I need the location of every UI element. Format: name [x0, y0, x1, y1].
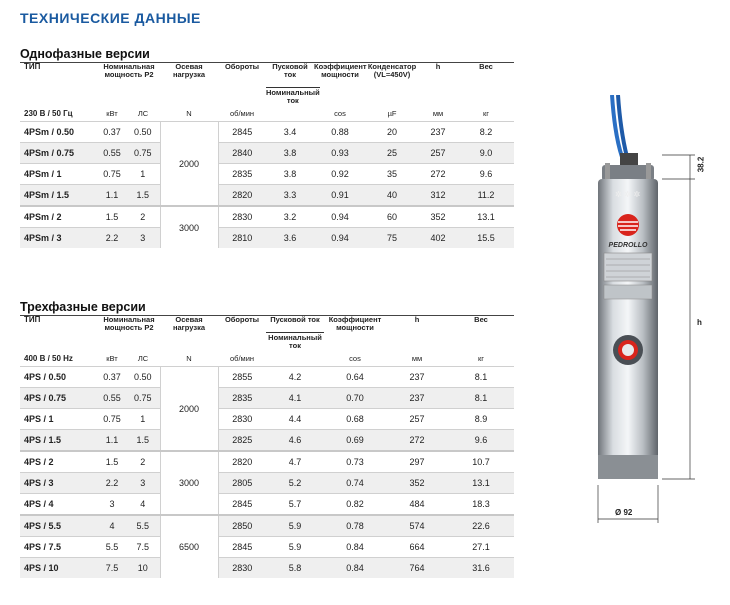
cell-axial: 2000: [160, 367, 218, 452]
cell-hp: 1.5: [126, 185, 160, 207]
cell-weight: 9.0: [458, 143, 514, 164]
cell-start-current: 3.3: [266, 185, 314, 207]
cell-speed: 2845: [218, 122, 266, 143]
cell-kw: 2.2: [98, 473, 126, 494]
cell-kw: 7.5: [98, 558, 126, 579]
cell-weight: 13.1: [448, 473, 514, 494]
svg-text:✲ ✲ ✲: ✲ ✲ ✲: [615, 190, 641, 199]
cell-h: 237: [418, 122, 458, 143]
cell-hp: 10: [126, 558, 160, 579]
cell-power-factor: 0.74: [324, 473, 386, 494]
cable-icon: [612, 95, 627, 157]
cell-axial: 3000: [160, 451, 218, 515]
cell-h: 257: [386, 409, 448, 430]
cell-power-factor: 0.84: [324, 558, 386, 579]
col-power: Номинальная мощность P2: [98, 316, 160, 351]
cell-type: 4PS / 0.50: [20, 367, 98, 388]
cell-speed: 2845: [218, 537, 266, 558]
cell-capacitor: 40: [366, 185, 418, 207]
col-current: [266, 316, 324, 351]
unit-h: мм: [411, 353, 423, 363]
col-type: ТИП: [20, 316, 98, 351]
unit-weight: кг: [478, 353, 485, 363]
col-axial: Осевая нагрузка: [160, 316, 218, 351]
brand-label: PEDROLLO: [608, 242, 648, 249]
unit-cos: cos: [349, 353, 361, 363]
table-row: [20, 409, 514, 430]
table-row: [20, 473, 514, 494]
cell-weight: 11.2: [458, 185, 514, 207]
cell-power-factor: 0.92: [314, 164, 366, 185]
cell-hp: 2: [126, 451, 160, 473]
col-axial: Осевая нагрузка: [160, 63, 218, 106]
cell-start-current: 5.9: [266, 537, 324, 558]
cell-power-factor: 0.82: [324, 494, 386, 516]
cell-kw: 2.2: [98, 228, 126, 249]
three-phase-table: [20, 315, 514, 578]
cell-start-current: 4.7: [266, 451, 324, 473]
table-row: [20, 206, 514, 228]
cell-power-factor: 0.69: [324, 430, 386, 452]
cell-power-factor: 0.70: [324, 388, 386, 409]
cell-speed: 2850: [218, 515, 266, 537]
table-row: [20, 558, 514, 579]
cell-h: 257: [418, 143, 458, 164]
col-nominal-current: Номинальный ток: [266, 88, 320, 105]
col-power: Номинальная мощность P2: [98, 63, 160, 106]
table-row: [20, 185, 514, 207]
table-row: [20, 388, 514, 409]
cell-power-factor: 0.68: [324, 409, 386, 430]
cell-weight: 10.7: [448, 451, 514, 473]
unit-axial: N: [186, 108, 192, 118]
cell-hp: 1: [126, 409, 160, 430]
single-phase-rows: [20, 122, 514, 249]
col-power-factor: Коэффициент мощности: [324, 316, 386, 351]
cell-h: 272: [386, 430, 448, 452]
cell-power-factor: 0.94: [314, 228, 366, 249]
cell-start-current: 5.9: [266, 515, 324, 537]
cell-type: 4PSm / 0.50: [20, 122, 98, 143]
cell-speed: 2830: [218, 206, 266, 228]
cell-type: 4PS / 10: [20, 558, 98, 579]
col-capacitor: Конденсатор (VL=450V): [366, 63, 418, 106]
cell-type: 4PS / 5.5: [20, 515, 98, 537]
col-type: ТИП: [20, 63, 98, 106]
table-row: [20, 367, 514, 388]
unit-speed: об/мин: [229, 353, 255, 363]
cell-weight: 8.2: [458, 122, 514, 143]
cell-weight: 22.6: [448, 515, 514, 537]
col-start-current: Пусковой ток: [272, 62, 308, 79]
cell-weight: 9.6: [448, 430, 514, 452]
cell-h: 352: [386, 473, 448, 494]
cell-axial: 3000: [160, 206, 218, 248]
cell-axial: 2000: [160, 122, 218, 207]
cell-h: 402: [418, 228, 458, 249]
cell-hp: 4: [126, 494, 160, 516]
cell-type: 4PSm / 3: [20, 228, 98, 249]
cell-weight: 9.6: [458, 164, 514, 185]
dim-top: 38.2: [696, 156, 706, 173]
cell-hp: 3: [126, 473, 160, 494]
unit-axial: N: [186, 353, 192, 363]
cell-start-current: 3.2: [266, 206, 314, 228]
unit-hp: ЛС: [137, 108, 149, 118]
cell-weight: 8.1: [448, 388, 514, 409]
col-current: [266, 62, 320, 106]
cell-start-current: 5.8: [266, 558, 324, 579]
unit-voltage: 230 В / 50 Гц: [24, 108, 73, 118]
table-row: [20, 537, 514, 558]
cell-capacitor: 75: [366, 228, 418, 249]
three-phase-heading: Трехфазные версии: [20, 300, 146, 314]
cell-speed: 2830: [218, 409, 266, 430]
table-row: [20, 164, 514, 185]
col-h: h: [386, 316, 448, 351]
cell-speed: 2830: [218, 558, 266, 579]
cell-power-factor: 0.93: [314, 143, 366, 164]
cell-weight: 31.6: [448, 558, 514, 579]
cell-start-current: 5.7: [266, 494, 324, 516]
unit-kw: кВт: [106, 353, 118, 363]
cell-hp: 3: [126, 228, 160, 249]
cell-start-current: 5.2: [266, 473, 324, 494]
col-power-factor: Коэффициент мощности: [314, 63, 366, 106]
cell-speed: 2825: [218, 430, 266, 452]
col-speed: Обороты: [218, 63, 266, 106]
cell-speed: 2845: [218, 494, 266, 516]
cell-hp: 0.50: [126, 367, 160, 388]
col-speed: Обороты: [218, 316, 266, 351]
cell-start-current: 4.6: [266, 430, 324, 452]
cell-h: 664: [386, 537, 448, 558]
cell-h: 237: [386, 367, 448, 388]
cell-power-factor: 0.64: [324, 367, 386, 388]
col-weight: Вес: [458, 63, 514, 106]
cell-h: 237: [386, 388, 448, 409]
dim-height: h: [697, 318, 702, 327]
cell-kw: 0.55: [98, 388, 126, 409]
cell-kw: 1.1: [98, 185, 126, 207]
cell-kw: 0.37: [98, 367, 126, 388]
cell-weight: 13.1: [458, 206, 514, 228]
single-phase-table: [20, 62, 514, 248]
cell-weight: 8.9: [448, 409, 514, 430]
cell-capacitor: 35: [366, 164, 418, 185]
unit-cap: µF: [387, 108, 397, 118]
cell-speed: 2840: [218, 143, 266, 164]
cell-start-current: 3.6: [266, 228, 314, 249]
table-row: [20, 430, 514, 452]
col-weight: Вес: [448, 316, 514, 351]
unit-cos: cos: [334, 108, 346, 118]
cell-hp: 0.75: [126, 143, 160, 164]
table-row: [20, 143, 514, 164]
cell-type: 4PS / 2: [20, 451, 98, 473]
cell-hp: 2: [126, 206, 160, 228]
cell-power-factor: 0.88: [314, 122, 366, 143]
single-phase-heading: Однофазные версии: [20, 47, 150, 61]
col-h: h: [418, 63, 458, 106]
cell-weight: 27.1: [448, 537, 514, 558]
cell-power-factor: 0.84: [324, 537, 386, 558]
table-row: [20, 122, 514, 143]
cell-kw: 3: [98, 494, 126, 516]
col-start-current: Пусковой ток: [270, 315, 320, 324]
cell-type: 4PSm / 1: [20, 164, 98, 185]
cell-h: 272: [418, 164, 458, 185]
unit-kw: кВт: [106, 108, 118, 118]
cell-axial: 6500: [160, 515, 218, 578]
cell-power-factor: 0.91: [314, 185, 366, 207]
cell-type: 4PSm / 0.75: [20, 143, 98, 164]
cell-kw: 1.1: [98, 430, 126, 452]
cell-capacitor: 25: [366, 143, 418, 164]
cell-kw: 1.5: [98, 451, 126, 473]
cell-start-current: 4.1: [266, 388, 324, 409]
cell-power-factor: 0.94: [314, 206, 366, 228]
cell-type: 4PS / 4: [20, 494, 98, 516]
cell-type: 4PS / 7.5: [20, 537, 98, 558]
cell-kw: 0.37: [98, 122, 126, 143]
cell-type: 4PSm / 2: [20, 206, 98, 228]
cell-type: 4PS / 1.5: [20, 430, 98, 452]
unit-hp: ЛС: [137, 353, 149, 363]
cell-speed: 2820: [218, 185, 266, 207]
cell-power-factor: 0.73: [324, 451, 386, 473]
cell-weight: 15.5: [458, 228, 514, 249]
cell-speed: 2810: [218, 228, 266, 249]
cell-h: 352: [418, 206, 458, 228]
table-row: [20, 494, 514, 516]
table-row: [20, 228, 514, 249]
cell-speed: 2835: [218, 388, 266, 409]
cell-weight: 8.1: [448, 367, 514, 388]
cell-type: 4PS / 1: [20, 409, 98, 430]
cell-hp: 0.75: [126, 388, 160, 409]
unit-voltage: 400 В / 50 Hz: [24, 353, 73, 363]
cell-kw: 0.75: [98, 409, 126, 430]
cell-h: 484: [386, 494, 448, 516]
brand-logo-icon: [617, 214, 639, 236]
cell-speed: 2835: [218, 164, 266, 185]
cell-h: 297: [386, 451, 448, 473]
unit-weight: кг: [483, 108, 490, 118]
cell-hp: 0.50: [126, 122, 160, 143]
cell-kw: 5.5: [98, 537, 126, 558]
cell-start-current: 4.4: [266, 409, 324, 430]
cell-start-current: 3.4: [266, 122, 314, 143]
cell-hp: 1.5: [126, 430, 160, 452]
table-row: [20, 515, 514, 537]
cell-hp: 7.5: [126, 537, 160, 558]
cell-speed: 2855: [218, 367, 266, 388]
cell-capacitor: 60: [366, 206, 418, 228]
connector-icon: [620, 153, 638, 167]
cell-h: 764: [386, 558, 448, 579]
cell-type: 4PSm / 1.5: [20, 185, 98, 207]
cell-h: 312: [418, 185, 458, 207]
cell-hp: 5.5: [126, 515, 160, 537]
col-nominal-current: Номинальный ток: [266, 332, 324, 350]
cell-type: 4PS / 0.75: [20, 388, 98, 409]
cell-weight: 18.3: [448, 494, 514, 516]
cell-type: 4PS / 3: [20, 473, 98, 494]
cell-kw: 0.75: [98, 164, 126, 185]
three-phase-rows: [20, 367, 514, 579]
table-row: [20, 451, 514, 473]
cell-kw: 1.5: [98, 206, 126, 228]
cell-capacitor: 20: [366, 122, 418, 143]
cell-start-current: 3.8: [266, 143, 314, 164]
unit-speed: об/мин: [229, 108, 255, 118]
cell-speed: 2805: [218, 473, 266, 494]
dim-diameter: Ø 92: [615, 508, 633, 517]
page-title: ТЕХНИЧЕСКИЕ ДАННЫЕ: [20, 10, 201, 26]
cell-power-factor: 0.78: [324, 515, 386, 537]
cell-hp: 1: [126, 164, 160, 185]
cell-kw: 0.55: [98, 143, 126, 164]
cell-speed: 2820: [218, 451, 266, 473]
cell-h: 574: [386, 515, 448, 537]
cell-start-current: 4.2: [266, 367, 324, 388]
cell-kw: 4: [98, 515, 126, 537]
unit-h: мм: [432, 108, 444, 118]
cell-start-current: 3.8: [266, 164, 314, 185]
